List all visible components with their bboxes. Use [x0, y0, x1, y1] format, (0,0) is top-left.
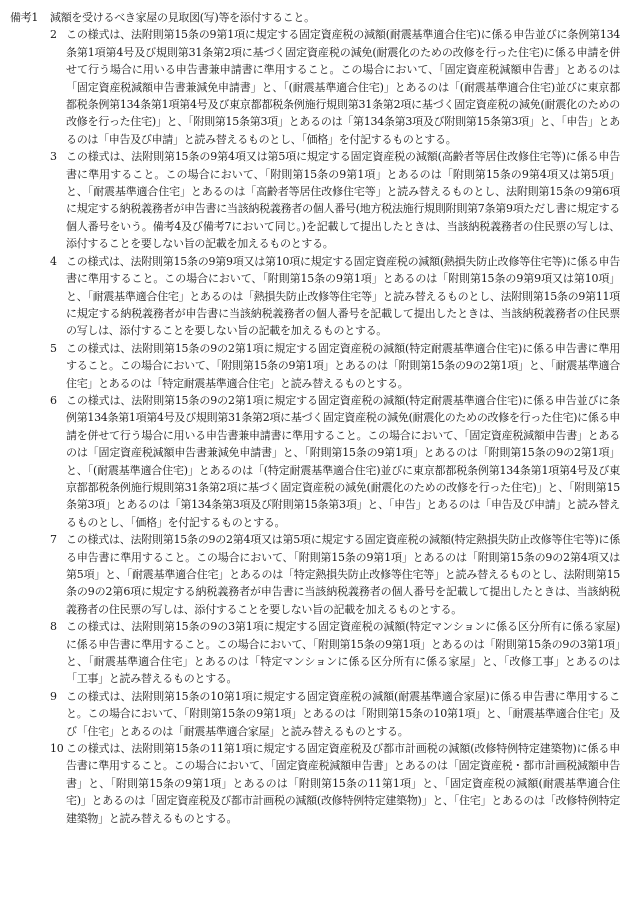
remark-text-6: この様式は、法附則第15条の9の2第1項に規定する固定資産税の減額(特定耐震基準適合住宅)に係る申告並びに条例第134条第1項第4号及び規則第31条第2項に基づく固定資産税の減免(耐震化のための改修を行った住宅)に係る申請を併せて行う場合に用いる申告書兼申請書に準用すること。この場合において、「固定資産税減額申告書」とあるのは「固定資産税減額申告書兼減免申請書」と、「附則第15条の9第1項」とあるのは「附則第15条の9の2第1項」と、「(耐震基準適合住宅)」とあるのは「(特定耐震基準適合住宅)並びに東京都都税条例第134条第1項第4号及び東京都都税条例施行規則第31条第2項に基づく固定資産税の減免(耐震化のための改修を行った住宅)」と、「附則第15条第3項」とあるのは「第134条第3項及び附則第15条第3項」と、「申告」とあるのは「申告及び申請」と読み替えるものとし、「価格」を付記するものとする。 — [66, 393, 620, 529]
remark-text-1: 減額を受けるべき家屋の見取図(写)等を添付すること。 — [50, 11, 315, 24]
remark-number-4: 4 — [50, 254, 57, 268]
remark-text-2: この様式は、法附則第15条の9第1項に規定する固定資産税の減額(耐震基準適合住宅)に係る申告並びに条例第134条第1項第4号及び規則第31条第2項に基づく固定資産税の減免(耐震化のための改修を行った住宅)に係る申請を併せて行う場合に用いる申告書兼申請書に準用すること。この場合において、「固定資産税減額申告書」とあるのは「固定資産税減額申告書兼減免申請書」と、「(耐震基準適合住宅)」とあるのは「(耐震基準適合住宅)並びに東京都都税条例第134条第1項第4号及び東京都都税条例施行規則第31条第2項に基づく固定資産税の減免(耐震化のための改修を行った住宅)」と、「附則第15条第3項」とあるのは「第134条第3項及び附則第15条第3項」と、「申告」とあるのは「申告及び申請」と読み替えるものとし、「価格」を付記するものとする。 — [66, 28, 620, 146]
remark-item-7 — [10, 531, 620, 618]
remark-item-3 — [10, 148, 620, 252]
remark-number-9: 9 — [50, 689, 57, 703]
remarks-section — [10, 9, 620, 827]
remark-item-4 — [10, 253, 620, 340]
remark-text-9: この様式は、法附則第15条の10第1項に規定する固定資産税の減額(耐震基準適合家屋)に係る申告書に準用すること。この場合において、「附則第15条の9第1項」とあるのは「附則第15条の10第1項」と、「耐震基準適合住宅」及び「住宅」とあるのは「耐震基準適合家屋」と読み替えるものとする。 — [66, 689, 620, 738]
remark-number-7: 7 — [50, 533, 57, 547]
remarks-heading: 備考1 — [10, 11, 39, 24]
remark-number-6: 6 — [50, 393, 57, 407]
remark-number-10: 10 — [50, 742, 64, 756]
remark-number-2: 2 — [50, 28, 57, 42]
remark-text-5: この様式は、法附則第15条の9の2第1項に規定する固定資産税の減額(特定耐震基準適合住宅)に係る申告書に準用すること。この場合において、「附則第15条の9第1項」とあるのは「附則第15条の9の2第1項」と、「耐震基準適合住宅」とあるのは「特定耐震基準適合住宅」と読み替えるものとする。 — [66, 341, 620, 390]
remark-item-2 — [10, 26, 620, 148]
remark-item-8 — [10, 618, 620, 688]
remark-text-3: この様式は、法附則第15条の9第4項又は第5項に規定する固定資産税の減額(高齢者等居住改修住宅等)に係る申告書に準用すること。この場合において、「附則第15条の9第1項」とあるのは「附則第15条の9第4項又は第5項」と、「耐震基準適合住宅」とあるのは「高齢者等居住改修住宅等」と読み替えるものとし、法附則第15条の9第6項に規定する納税義務者が申告書に当該納税義務者の個人番号(地方税法施行規則附則第7条第9項ただし書に規定する個人番号をいう。備考4及び備考7において同じ。)を記載して提出したときは、当該納税義務者の住民票の写しは、添付することを要しない旨の記載を加えるものとする。 — [66, 150, 620, 251]
remark-item-10 — [10, 740, 620, 827]
remark-text-4: この様式は、法附則第15条の9第9項又は第10項に規定する固定資産税の減額(熱損失防止改修等住宅等)に係る申告書に準用すること。この場合において、「附則第15条の9第1項」とあるのは「附則第15条の9第9項又は第10項」と、「耐震基準適合住宅」とあるのは「熱損失防止改修等住宅等」と読み替えるものとし、法附則第15条の9第11項に規定する納税義務者が申告書に当該納税義務者の個人番号を記載して提出したときは、当該納税義務者の住民票の写しは、添付することを要しない旨の記載を加えるものとする。 — [66, 254, 620, 338]
remark-item-9 — [10, 688, 620, 740]
remark-item-1 — [10, 9, 620, 26]
remark-item-6 — [10, 392, 620, 531]
remark-text-7: この様式は、法附則第15条の9の2第4項又は第5項に規定する固定資産税の減額(特定熱損失防止改修等住宅等)に係る申告書に準用すること。この場合において、「附則第15条の9第1項」とあるのは「附則第15条の9の2第4項又は第5項」と、「耐震基準適合住宅」とあるのは「特定熱損失防止改修等住宅等」と読み替えるものとし、法附則第15条の9の2第6項に規定する納税義務者が申告書に当該納税義務者の個人番号を記載して提出したときは、当該納税義務者の住民票の写しは、添付することを要しない旨の記載を加えるものとする。 — [66, 533, 620, 616]
remark-number-3: 3 — [50, 150, 57, 164]
remark-text-8: この様式は、法附則第15条の9の3第1項に規定する固定資産税の減額(特定マンションに係る区分所有に係る家屋)に係る申告書に準用すること。この場合において、「附則第15条の9第1項」とあるのは「附則第15条の9の3第1項」と、「耐震基準適合住宅」とあるのは「特定マンションに係る区分所有に係る家屋」と、「改修工事」とあるのは「工事」と読み替えるものとする。 — [66, 620, 620, 686]
remark-text-10: この様式は、法附則第15条の11第1項に規定する固定資産税及び都市計画税の減額(改修特例特定建築物)に係る申告書に準用すること。この場合において、「固定資産税減額申告書」とあるのは「固定資産税・都市計画税減額申告書」と、「附則第15条の9第1項」とあるのは「附則第15条の11第1項」と、「固定資産税の減額(耐震基準適合住宅)」とあるのは「固定資産税及び都市計画税の減額(改修特例特定建築物)」と、「住宅」とあるのは「改修特例特定建築物」と読み替えるものとする。 — [66, 742, 620, 825]
remark-number-8: 8 — [50, 620, 57, 634]
remark-number-5: 5 — [50, 341, 57, 355]
remark-item-5 — [10, 340, 620, 392]
